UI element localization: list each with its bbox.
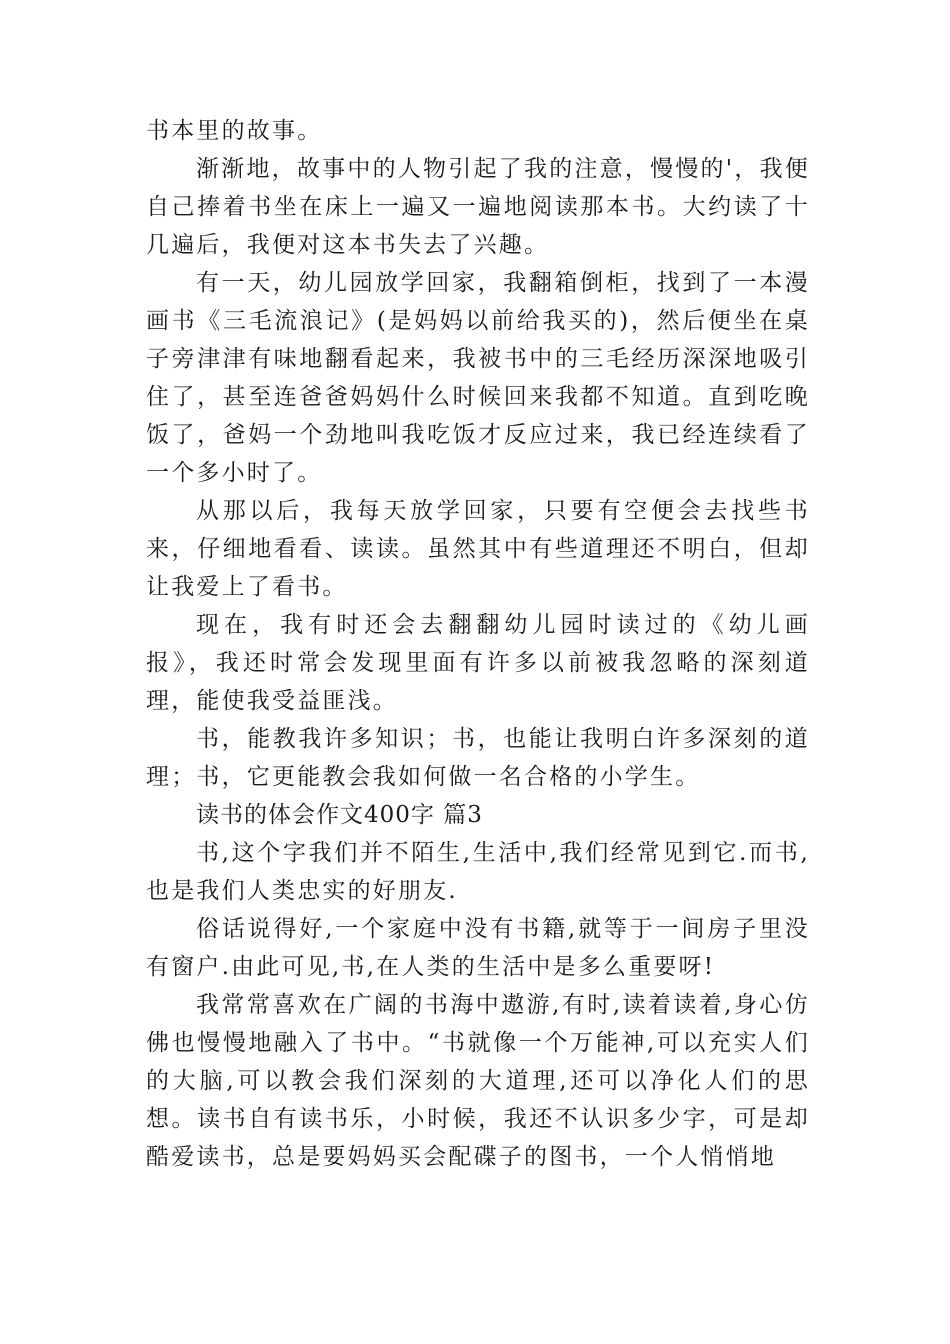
paragraph: 有一天，幼儿园放学回家，我翻箱倒柜，找到了一本漫画书《三毛流浪记》(是妈妈以前给我买的)，然后便坐在桌子旁津津有味地翻看起来，我被书中的三毛经历深深地吸引住了，甚至连爸爸妈妈什么时候回来我都不知道。直到吃晚饭了，爸妈一个劲地叫我吃饭才反应过来，我已经连续看了一个多小时了。: [146, 270, 810, 486]
paragraph: 书本里的故事。: [146, 118, 323, 144]
paragraph: 现在，我有时还会去翻翻幼儿园时读过的《幼儿画报》，我还时常会发现里面有许多以前被我忽略的深刻道理，能使我受益匪浅。: [146, 612, 810, 714]
paragraph: 书，能教我许多知识；书，也能让我明白许多深刻的道理；书，它更能教会我如何做一名合格的小学生。: [146, 726, 810, 790]
paragraph: 俗话说得好,一个家庭中没有书籍,就等于一间房子里没有窗户.由此可见,书,在人类的生活中是多么重要呀!: [146, 916, 810, 980]
paragraph: 渐渐地，故事中的人物引起了我的注意，慢慢的'，我便自己捧着书坐在床上一遍又一遍地阅读那本书。大约读了十几遍后，我便对这本书失去了兴趣。: [146, 156, 810, 258]
section-heading: 读书的体会作文400字 篇3: [196, 802, 483, 828]
paragraph: 我常常喜欢在广阔的书海中遨游,有时,读着读着,身心仿佛也慢慢地融入了书中。“书就像一个万能神,可以充实人们的大脑,可以教会我们深刻的大道理,还可以净化人们的思想。读书自有读书乐，小时候，我还不认识多少字，可是却酷爱读书，总是要妈妈买会配碟子的图书，一个人悄悄地: [146, 992, 810, 1170]
document-body: [146, 112, 810, 1176]
paragraph: 从那以后，我每天放学回家，只要有空便会去找些书来，仔细地看看、读读。虽然其中有些道理还不明白，但却让我爱上了看书。: [146, 498, 810, 600]
paragraph: 书,这个字我们并不陌生,生活中,我们经常见到它.而书,也是我们人类忠实的好朋友.: [146, 840, 810, 904]
